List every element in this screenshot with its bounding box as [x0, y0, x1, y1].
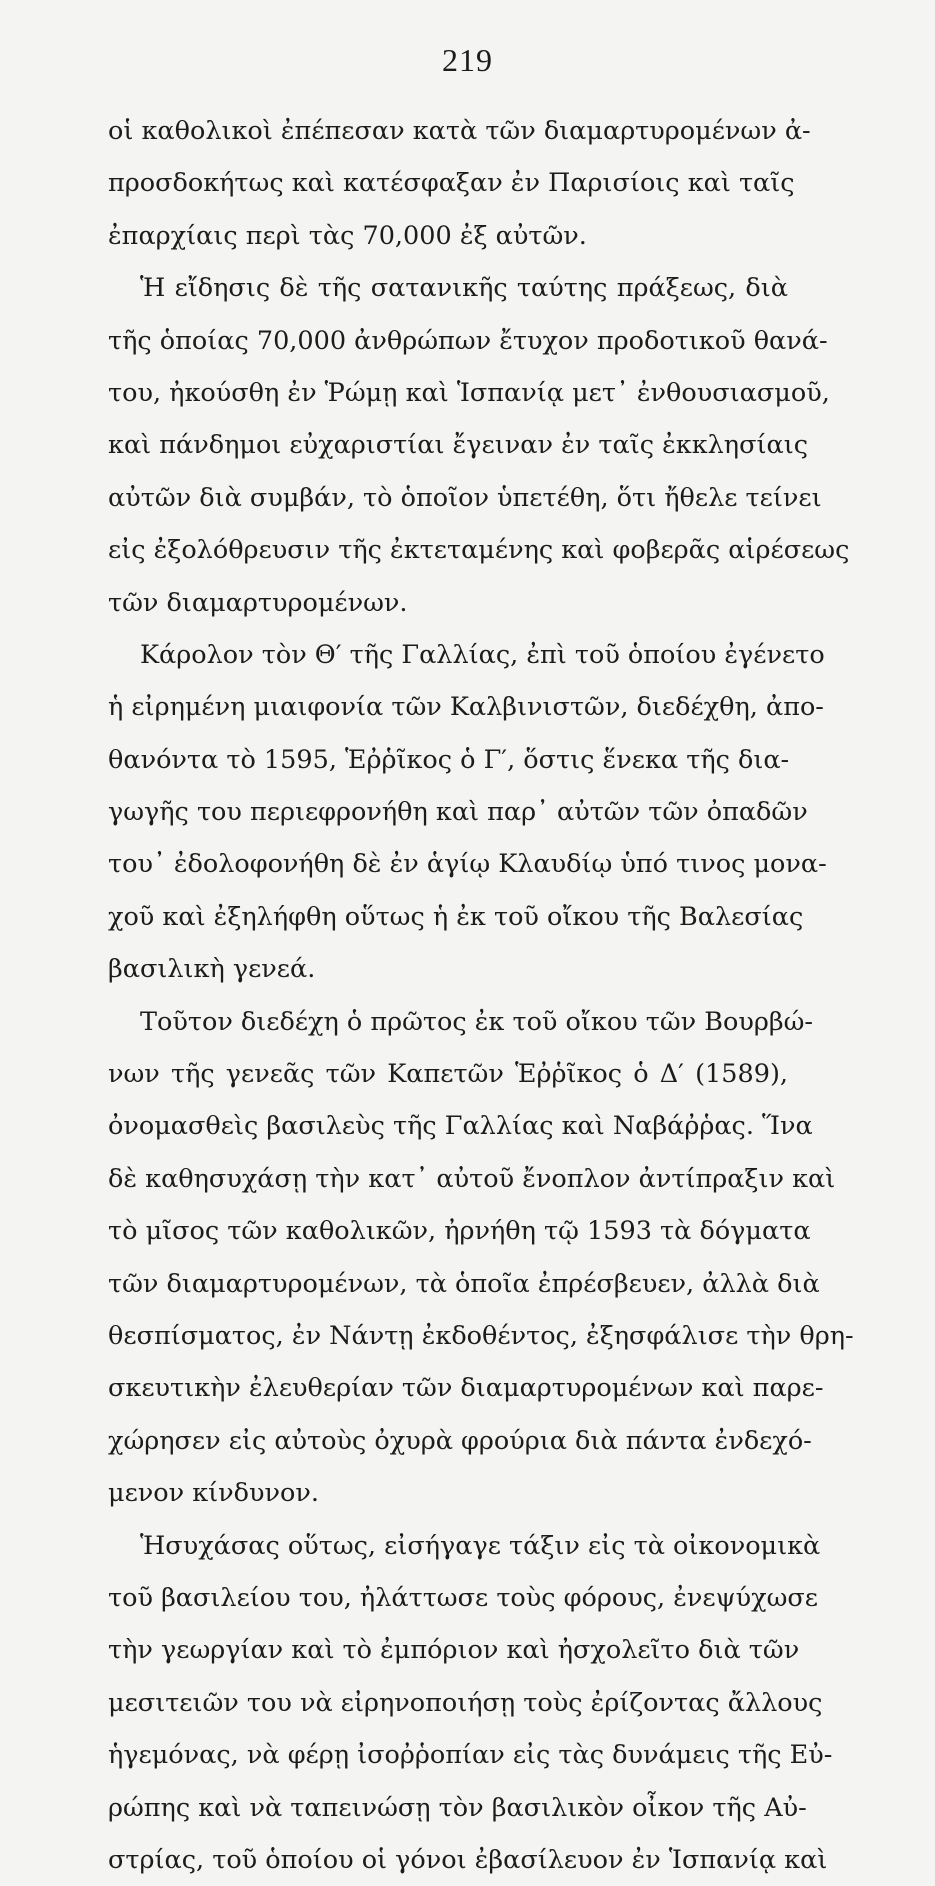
text-line: ἡ εἰρημένη μιαιφονία τῶν Καλβινιστῶν, διεδέχθη, ἀπο- [108, 692, 824, 723]
text-line: ἡγεμόνας, νὰ φέρῃ ἰσοῤῥοπίαν εἰς τὰς δυνάμεις τῆς Εὐ- [108, 1740, 833, 1771]
paragraph [108, 262, 850, 629]
text-line: σκευτικὴν ἐλευθερίαν τῶν διαμαρτυρομένων καὶ παρε- [108, 1373, 824, 1404]
text-line: θανόντα τὸ 1595, Ἑῤῥῖκος ὁ Γ′, ὅστις ἕνεκα τῆς δια- [108, 744, 790, 775]
text-line: μεσιτειῶν του νὰ εἰρηνοποιήσῃ τοὺς ἐρίζοντας ἄλλους [108, 1687, 823, 1718]
text-line: εἰς ἐξολόθρευσιν τῆς ἐκτεταμένης καὶ φοβερᾶς αἱρέσεως [108, 535, 850, 566]
page-number: 219 [442, 42, 493, 78]
text-line: του᾽ ἐδολοφονήθη δὲ ἐν ἁγίῳ Κλαυδίῳ ὑπό τινος μονα- [108, 849, 827, 880]
text-line: δὲ καθησυχάσῃ τὴν κατ᾽ αὐτοῦ ἔνοπλον ἀντίπραξιν καὶ [108, 1163, 836, 1194]
text-line: τῆς ὁποίας 70,000 ἀνθρώπων ἔτυχον προδοτικοῦ θανά- [108, 325, 828, 356]
text-line: μενον κίνδυνον. [108, 1478, 319, 1509]
text-line: ἐπαρχίαις περὶ τὰς 70,000 ἐξ αὐτῶν. [108, 220, 587, 251]
text-line: τὴν γεωργίαν καὶ τὸ ἐμπόριον καὶ ἠσχολεῖτο διὰ τῶν [108, 1635, 800, 1666]
text-line: τῶν διαμαρτυρομένων. [108, 587, 408, 618]
text-line: Κάρολον τὸν Θ′ τῆς Γαλλίας, ἐπὶ τοῦ ὁποίου ἐγένετο [140, 639, 825, 670]
text-line: τοῦ βασιλείου του, ἠλάττωσε τοὺς φόρους, ἐνεψύχωσε [108, 1582, 818, 1613]
text-line: Ἡ εἴδησις δὲ τῆς σατανικῆς ταύτης πράξεως, διὰ [140, 273, 788, 304]
text-line: βασιλικὴ γενεά. [108, 954, 316, 985]
paragraph [108, 629, 827, 996]
text-line: τὸ μῖσος τῶν καθολικῶν, ἠρνήθη τῷ 1593 τὰ δόγματα [108, 1216, 811, 1247]
text-line: τῶν διαμαρτυρομένων, τὰ ὁποῖα ἐπρέσβευεν, ἀλλὰ διὰ [108, 1268, 820, 1299]
text-line: αὐτῶν διὰ συμβάν, τὸ ὁποῖον ὑπετέθη, ὅτι ἤθελε τείνει [108, 482, 822, 513]
text-line: ὀνομασθεὶς βασιλεὺς τῆς Γαλλίας καὶ Ναβάῤῥας. Ἵνα [108, 1111, 813, 1142]
text-line: οἱ καθολικοὶ ἐπέπεσαν κατὰ τῶν διαμαρτυρομένων ἀ- [108, 116, 811, 146]
text-line: Τοῦτον διεδέχη ὁ πρῶτος ἐκ τοῦ οἴκου τῶν Βουρβώ- [140, 1006, 814, 1037]
paragraph [108, 996, 854, 1520]
body-text [108, 105, 854, 1886]
text-line: γωγῆς του περιεφρονήθη καὶ παρ᾽ αὐτῶν τῶν ὀπαδῶν [108, 797, 808, 828]
text-line: θεσπίσματος, ἐν Νάντῃ ἐκδοθέντος, ἐξησφάλισε τὴν θρη- [108, 1320, 854, 1351]
text-line: του, ἠκούσθη ἐν Ῥώμῃ καὶ Ἱσπανίᾳ μετ᾽ ἐνθουσιασμοῦ, [108, 377, 830, 408]
text-line: χώρησεν εἰς αὐτοὺς ὀχυρὰ φρούρια διὰ πάντα ἐνδεχό- [108, 1425, 812, 1456]
text-line: προσδοκήτως καὶ κατέσφαξαν ἐν Παρισίοις καὶ ταῖς [108, 168, 795, 199]
paragraph [108, 1520, 833, 1886]
text-line: ρώπης καὶ νὰ ταπεινώσῃ τὸν βασιλικὸν οἶκον τῆς Αὐ- [108, 1792, 807, 1823]
text-line: χοῦ καὶ ἐξηλήφθη οὕτως ἡ ἐκ τοῦ οἴκου τῆς Βαλεσίας [108, 901, 804, 932]
text-line: στρίας, τοῦ ὁποίου οἱ γόνοι ἐβασίλευον ἐν Ἱσπανίᾳ καὶ [108, 1844, 828, 1875]
paragraph [108, 105, 811, 262]
text-line: καὶ πάνδημοι εὐχαριστίαι ἔγειναν ἐν ταῖς ἐκκλησίαις [108, 430, 808, 461]
text-line: νων τῆς γενεᾶς τῶν Καπετῶν Ἑῤῥῖκος ὁ Δ′ (1589), [108, 1059, 788, 1090]
text-line: Ἡσυχάσας οὕτως, εἰσήγαγε τάξιν εἰς τὰ οἰκονομικὰ [140, 1530, 821, 1561]
